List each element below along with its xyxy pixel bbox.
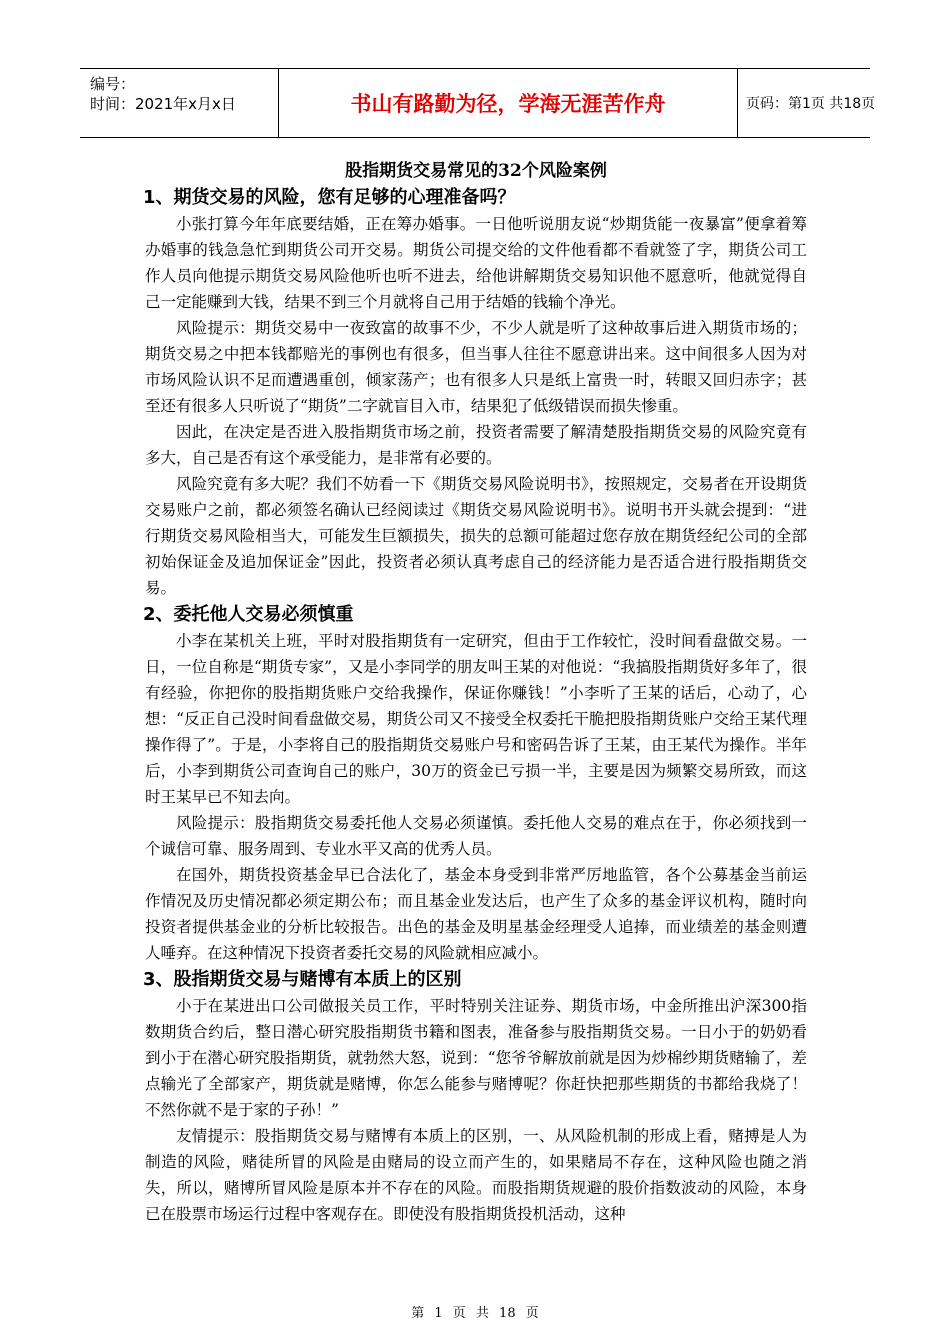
section-heading: 1、期货交易的风险，您有足够的心理准备吗？ (143, 187, 516, 208)
header-motto: 书山有路勤为径，学海无涯苦作舟 (278, 69, 738, 137)
paragraph: 风险究竟有多大呢？我们不妨看一下《期货交易风险说明书》，按照规定，交易者在开设期货交易账户之前，都必须签名确认已经阅读过《期货交易风险说明书》。说明书开头就会提到：“进行期货交易风险相当大，可能发生巨额损失，损失的总额可能超过您存放在期货经纪公司的全部初始保证金及追加保证金”因此，投资者必须认真考虑自己的经济能力是否适合进行股指期货交易。 (145, 475, 807, 597)
paragraph: 友情提示：股指期货交易与赌博有本质上的区别，一、从风险机制的形成上看，赌搏是人为制造的风险，赌徒所冒的风险是由赌局的设立而产生的，如果赌局不存在，这种风险也随之消失，所以，赌博所冒风险是原本并不存在的风险。而股指期货规避的股价指数波动的风险，本身已在股票市场运行过程中客观存在。即使没有股指期货投机活动，这种 (145, 1127, 807, 1223)
page-footer: 第 1 页 共 18 页 (411, 1306, 539, 1321)
paragraph: 小于在某进出口公司做报关员工作，平时特别关注证券、期货市场，中金所推出沪深300指数期货合约后，整日潜心研究股指期货书籍和图表，准备参与股指期货交易。一日小于的奶奶看到小于在潜心研究股指期货，就勃然大怒，说到：“您爷爷解放前就是因为炒棉纱期货赌输了，差点输光了全部家产，期货就是赌博，你怎么能参与赌博呢？你赶快把那些期货的书都给我烧了！不然你就不是于家的子孙！” (145, 997, 807, 1119)
section-heading: 3、股指期货交易与赌博有本质上的区别 (143, 969, 462, 990)
paragraph: 小张打算今年年底要结婚，正在筹办婚事。一日他听说朋友说“炒期货能一夜暴富”便拿着筹办婚事的钱急急忙到期货公司开交易。期货公司提交给的文件他看都不看就签了字，期货公司工作人员向他提示期货交易风险他听也听不进去，给他讲解期货交易知识他不愿意听，他就觉得自己一定能赚到大钱，结果不到三个月就将自己用于结婚的钱输个净光。 (145, 215, 807, 311)
document-header (80, 68, 876, 138)
header-meta-cell (80, 69, 278, 137)
header-page-label: 页码：第1页 共18页 (746, 96, 876, 112)
document-title: 股指期货交易常见的32个风险案例 (345, 161, 607, 181)
paragraph: 风险提示：期货交易中一夜致富的故事不少，不少人就是听了这种故事后进入期货市场的；期货交易之中把本钱都赔光的事例也有很多，但当事人往往不愿意讲出来。这中间很多人因为对市场风险认识不足而遭遇重创，倾家荡产；也有很多人只是纸上富贵一时，转眼又回归赤字；甚至还有很多人只听说了“期货”二字就盲目入市，结果犯了低级错误而损失惨重。 (145, 319, 807, 415)
document-number-label: 编号： (90, 75, 136, 93)
document-body (145, 158, 807, 1227)
paragraph: 在国外，期货投资基金早已合法化了，基金本身受到非常严厉地监管，各个公募基金当前运作情况及历史情况都必须定期公布；而且基金业发达后，也产生了众多的基金评议机构，随时向投资者提供基金业的分析比较报告。出色的基金及明星基金经理受人追捧，而业绩差的基金则遭人唾弃。在这种情况下投资者委托交易的风险就相应减小。 (145, 866, 807, 962)
paragraph: 因此，在决定是否进入股指期货市场之前，投资者需要了解清楚股指期货交易的风险究竟有多大，自己是否有这个承受能力，是非常有必要的。 (145, 423, 807, 467)
paragraph: 小李在某机关上班，平时对股指期货有一定研究，但由于工作较忙，没时间看盘做交易。一日，一位自称是“期货专家”，又是小李同学的朋友叫王某的对他说：“我搞股指期货好多年了，很有经验，你把你的股指期货账户交给我操作，保证你赚钱！”小李听了王某的话后，心动了，心想：“反正自己没时间看盘做交易，期货公司又不接受全权委托干脆把股指期货账户交给王某代理操作得了”。于是，小李将自己的股指期货交易账户号和密码告诉了王某，由王某代为操作。半年后，小李到期货公司查询自己的账户，30万的资金已亏损一半，主要是因为频繁交易所致，而这时王某早已不知去向。 (145, 632, 807, 806)
section-heading: 2、委托他人交易必须慎重 (143, 604, 354, 625)
document-time-label: 时间：2021年x月x日 (90, 95, 236, 113)
paragraph: 风险提示：股指期货交易委托他人交易必须谨慎。委托他人交易的难点在于，你必须找到一个诚信可靠、服务周到、专业水平又高的优秀人员。 (145, 814, 807, 858)
